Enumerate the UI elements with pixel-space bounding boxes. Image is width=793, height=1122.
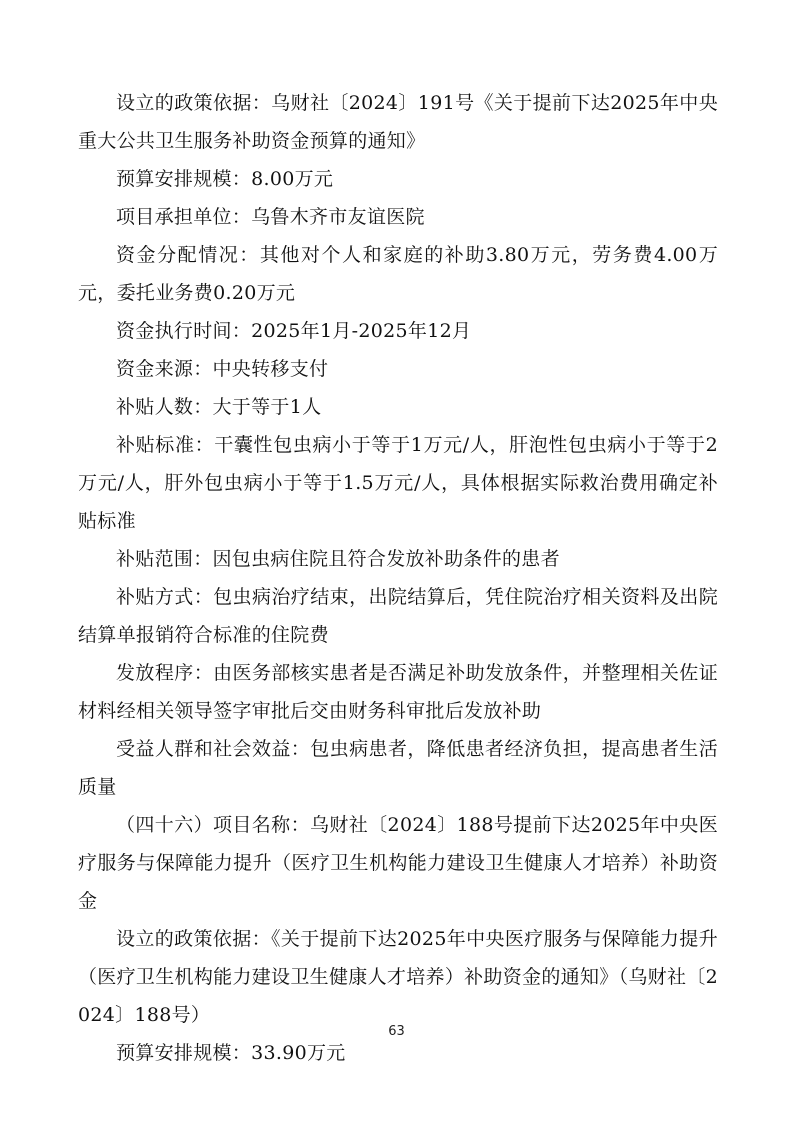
paragraph-subsidy-count: 补贴人数：大于等于1人 — [116, 396, 322, 418]
page-number: 63 — [388, 1024, 405, 1039]
document-body — [78, 84, 718, 1072]
paragraph-project-46-name: （四十六）项目名称：乌财社〔2024〕188号提前下达2025年中央医疗服务与保障能力提升（医疗卫生机构能力建设卫生健康人才培养）补助资金 — [78, 814, 718, 912]
paragraph-beneficiaries: 受益人群和社会效益：包虫病患者，降低患者经济负担，提高患者生活质量 — [78, 738, 718, 798]
paragraph-budget-scale-2: 预算安排规模：33.90万元 — [116, 1042, 346, 1064]
paragraph-subsidy-scope: 补贴范围：因包虫病住院且符合发放补助条件的患者 — [116, 548, 560, 570]
paragraph-budget-scale-1: 预算安排规模：8.00万元 — [116, 168, 334, 190]
paragraph-policy-basis-1: 设立的政策依据：乌财社〔2024〕191号《关于提前下达2025年中央重大公共卫生服务补助资金预算的通知》 — [78, 92, 718, 152]
paragraph-fund-allocation: 资金分配情况：其他对个人和家庭的补助3.80万元，劳务费4.00万元，委托业务费0.20万元 — [78, 244, 718, 304]
paragraph-fund-source: 资金来源：中央转移支付 — [116, 358, 329, 380]
paragraph-policy-basis-2: 设立的政策依据：《关于提前下达2025年中央医疗服务与保障能力提升（医疗卫生机构能力建设卫生健康人才培养）补助资金的通知》（乌财社〔2024〕188号） — [78, 928, 718, 1026]
paragraph-execution-time: 资金执行时间：2025年1月-2025年12月 — [116, 320, 472, 342]
paragraph-subsidy-standard: 补贴标准：干囊性包虫病小于等于1万元/人，肝泡性包虫病小于等于2万元/人，肝外包虫病小于等于1.5万元/人，具体根据实际救治费用确定补贴标准 — [78, 434, 718, 532]
paragraph-undertaking-unit: 项目承担单位：乌鲁木齐市友谊医院 — [116, 206, 425, 228]
paragraph-subsidy-method: 补贴方式：包虫病治疗结束，出院结算后，凭住院治疗相关资料及出院结算单报销符合标准的住院费 — [78, 586, 718, 646]
paragraph-issuing-procedure: 发放程序：由医务部核实患者是否满足补助发放条件，并整理相关佐证材料经相关领导签字审批后交由财务科审批后发放补助 — [78, 662, 718, 722]
